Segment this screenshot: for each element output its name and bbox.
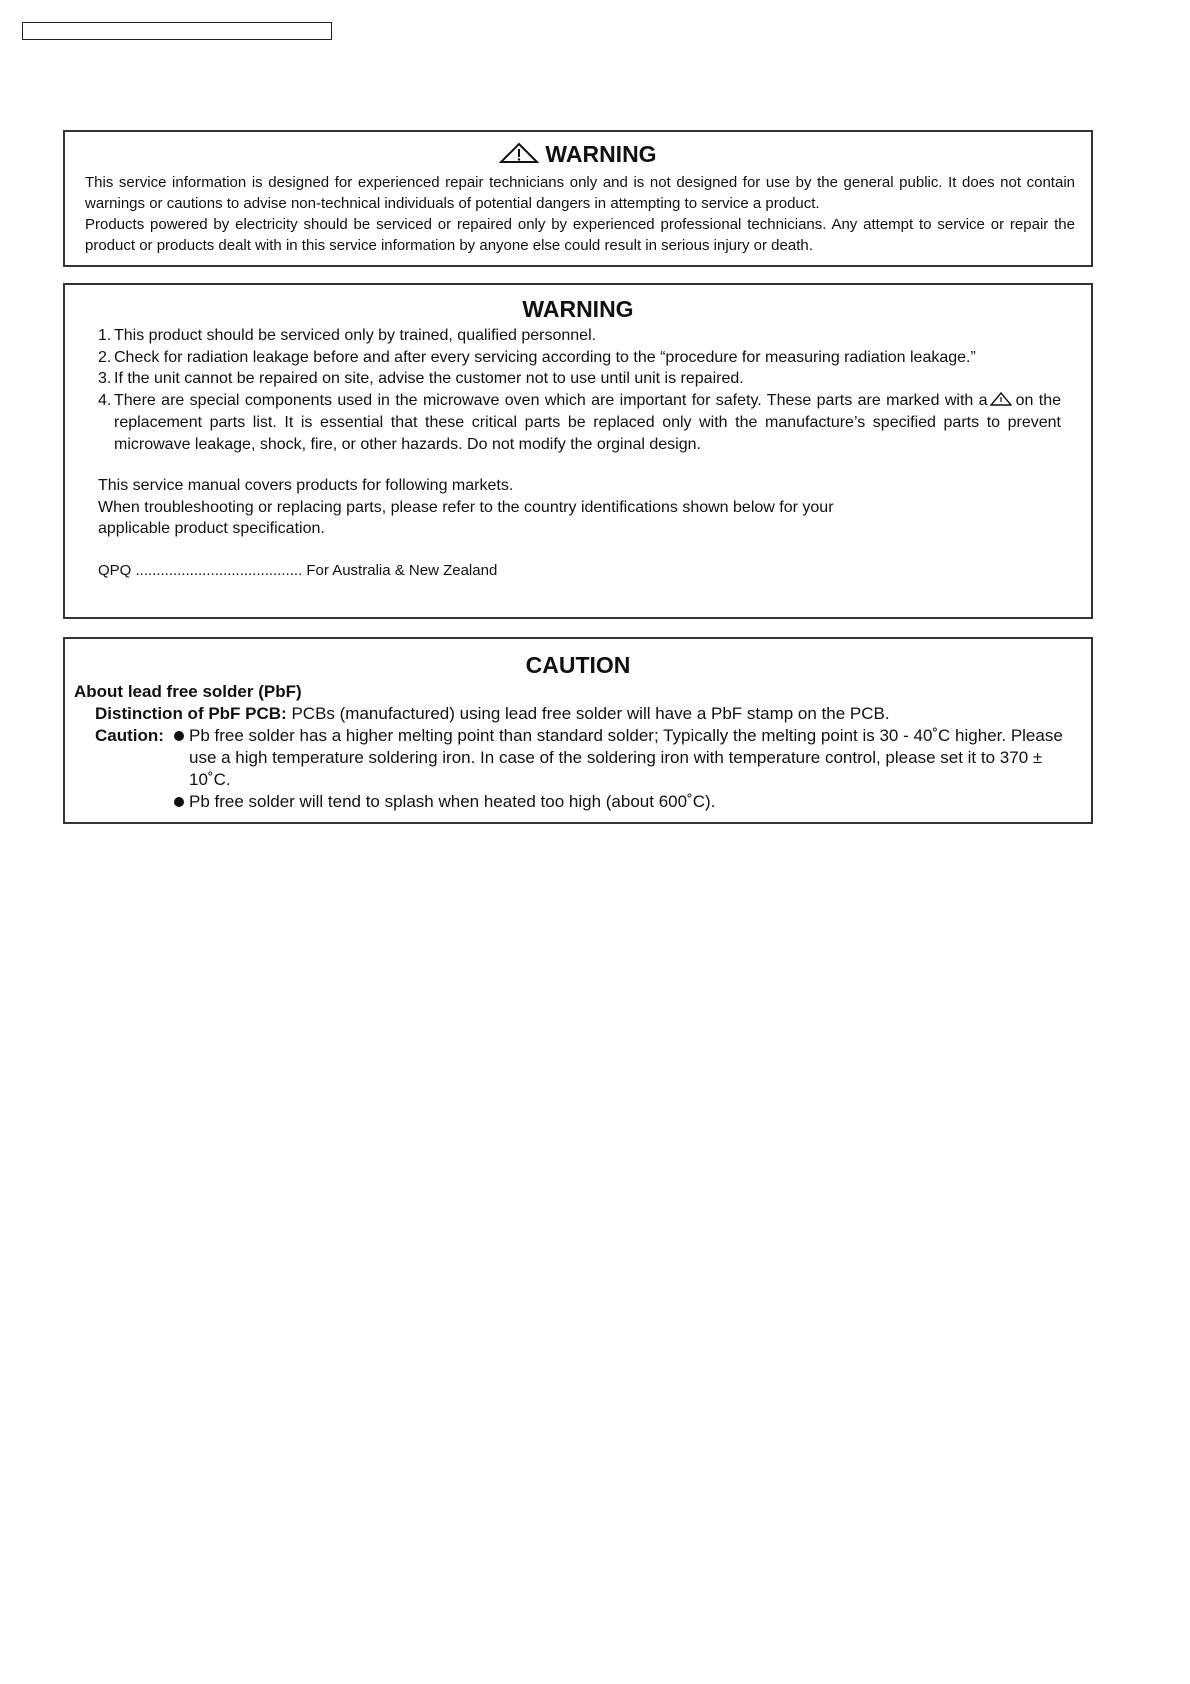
warning-panel-service xyxy=(63,283,1093,619)
caution-bullet: Pb free solder has a higher melting point than standard solder; Typically the melting point is 30 - 40˚C higher. Please use a high temperature soldering iron. In case of the soldering iron with temperature control, please set it to 370 ± 10˚C. xyxy=(174,725,1071,791)
warning-panel-technicians xyxy=(63,130,1093,267)
warning-paragraph-1: This service information is designed for experienced repair technicians only and is not designed for use by the general public. It does not contain warnings or cautions to advise non-technical individuals of potential dangers in attempting to service a product. xyxy=(85,174,1075,212)
warning-title: WARNING xyxy=(545,141,657,167)
warning-triangle-icon xyxy=(499,142,539,170)
caution-subhead: About lead free solder (PbF) xyxy=(74,682,302,701)
market-entry: QPQ ........................................ For Australia & New Zealand xyxy=(98,561,498,579)
header-label-box xyxy=(22,22,332,40)
market-intro: This service manual covers products for following markets. xyxy=(98,477,514,494)
bullet-icon xyxy=(174,731,184,741)
warning-heading-2: WARNING xyxy=(522,296,634,322)
warning-paragraph-2: Products powered by electricity should be serviced or repaired only by experienced professional technicians. Any attempt to service or repair the product or products dealt with in this service information by anyone else could result in serious injury or death. xyxy=(85,216,1075,254)
caution-bullet: Pb free solder will tend to splash when heated too high (about 600˚C). xyxy=(174,791,1071,813)
safety-mark-icon xyxy=(990,391,1012,413)
market-note: When troubleshooting or replacing parts, please refer to the country identifications shown below for your applicable product specification. xyxy=(98,498,834,537)
list-item: 3. If the unit cannot be repaired on site, advise the customer not to use until unit is repaired. xyxy=(98,370,744,387)
bullet-icon xyxy=(174,797,184,807)
list-item: 4. There are special components used in the microwave oven which are important for safety. These parts are marked with a on the replacement parts list. It is essential that these critical parts be replaced only with the manufacture’s specified parts to prevent microwave leakage, shock, fire, or other hazards. Do not modify the orginal design. xyxy=(98,391,1061,453)
caution-panel xyxy=(63,637,1093,824)
warning-heading xyxy=(65,132,1091,170)
list-item: 2. Check for radiation leakage before and after every servicing according to the “procedure for measuring radiation leakage.” xyxy=(98,348,976,366)
caution-heading: CAUTION xyxy=(525,652,631,678)
caution-label: Caution: xyxy=(95,726,164,745)
list-item: 1. This product should be serviced only by trained, qualified personnel. xyxy=(98,327,597,344)
pcb-distinction: Distinction of PbF PCB: PCBs (manufactured) using lead free solder will have a PbF stamp on the PCB. xyxy=(95,704,890,723)
warning-list xyxy=(98,325,1061,455)
